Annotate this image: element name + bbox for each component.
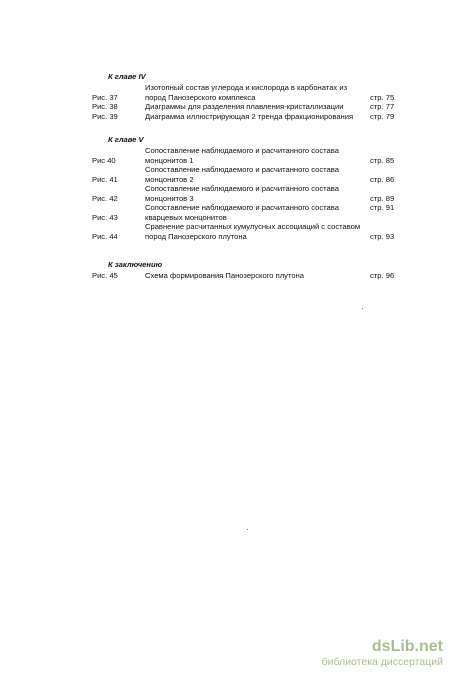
- figure-number: Рис. 43: [92, 212, 118, 222]
- page-number: стр. 86: [370, 174, 395, 184]
- figure-caption: [145, 83, 347, 102]
- section-chapter-5: [92, 135, 402, 241]
- figure-entry-38: [92, 102, 402, 112]
- figure-number: Рис. 42: [92, 193, 118, 203]
- figure-entry-40: [92, 146, 402, 165]
- section-heading: К главе V: [108, 135, 144, 144]
- figure-number: Рис. 44: [92, 231, 118, 241]
- figure-number: Рис. 38: [92, 102, 118, 111]
- caption-line: монцонитов 1: [145, 155, 194, 165]
- figure-number: Рис 40: [92, 155, 116, 165]
- caption-line: Сопоставление наблюдаемого и расчитанного состава: [145, 203, 339, 212]
- section-chapter-4: [92, 72, 402, 121]
- caption-line: монцонитов 3: [145, 193, 194, 203]
- caption-line: Диаграмма иллюстрирующая 2 тренда фракционирования: [145, 111, 354, 121]
- caption-line: Диаграммы для разделения плавления-кристаллизации: [145, 102, 344, 111]
- page-number: стр. 91: [370, 203, 395, 212]
- watermark: [283, 638, 443, 669]
- figure-caption: [145, 165, 347, 184]
- caption-line: пород Панозерского комплекса: [145, 92, 256, 102]
- caption-line: Сравнение расчитанных кумулусных ассоциаций с составом: [145, 222, 361, 231]
- figure-caption: [145, 146, 347, 165]
- caption-line: Схема формирования Панозерского плутона: [145, 271, 304, 280]
- page-number: стр. 75: [370, 92, 395, 102]
- figure-number: Рис. 39: [92, 111, 118, 121]
- scan-speck: [247, 529, 248, 530]
- watermark-subtitle: библиотека диссертаций: [321, 656, 443, 668]
- figure-caption: [145, 102, 347, 112]
- caption-line: Сопоставление наблюдаемого и расчитанного состава: [145, 146, 339, 155]
- figure-caption: [145, 271, 347, 281]
- figure-caption: [145, 222, 361, 241]
- figure-entry-37: [92, 83, 402, 102]
- caption-line: монцонитов 2: [145, 174, 194, 184]
- figure-entry-39: [92, 112, 402, 122]
- figure-entry-43: [92, 203, 402, 222]
- scan-speck: [362, 308, 363, 309]
- page-number: стр. 77: [370, 102, 395, 111]
- section-heading: К заключению: [108, 260, 163, 269]
- watermark-brand: dsLib.net: [371, 638, 443, 655]
- page-number: стр. 85: [370, 155, 395, 165]
- caption-line: кварцевых монцонитов: [145, 212, 227, 222]
- figure-caption: [145, 184, 347, 203]
- caption-line: Изотопный состав углерода и кислорода в карбонатах из: [145, 83, 348, 92]
- figure-caption: [145, 203, 347, 222]
- figure-entry-44: [92, 222, 402, 241]
- caption-line: Сопоставление наблюдаемого и расчитанного состава: [145, 165, 339, 174]
- figure-entry-41: [92, 165, 402, 184]
- caption-line: пород Панозерского плутона: [145, 231, 247, 241]
- page-number: стр. 79: [370, 111, 395, 121]
- page-number: стр. 93: [370, 231, 395, 241]
- figure-entry-42: [92, 184, 402, 203]
- section-heading: К главе IV: [108, 72, 146, 81]
- figure-entry-45: [92, 271, 402, 281]
- caption-line: Сопоставление наблюдаемого и расчитанного состава: [145, 184, 339, 193]
- figure-caption: [145, 111, 354, 122]
- figure-number: Рис. 37: [92, 92, 118, 102]
- section-conclusion: [92, 260, 402, 281]
- page-number: стр. 89: [370, 193, 395, 203]
- page-number: стр. 96: [370, 271, 395, 280]
- figure-number: Рис. 41: [92, 174, 118, 184]
- figure-number: Рис. 45: [92, 271, 118, 280]
